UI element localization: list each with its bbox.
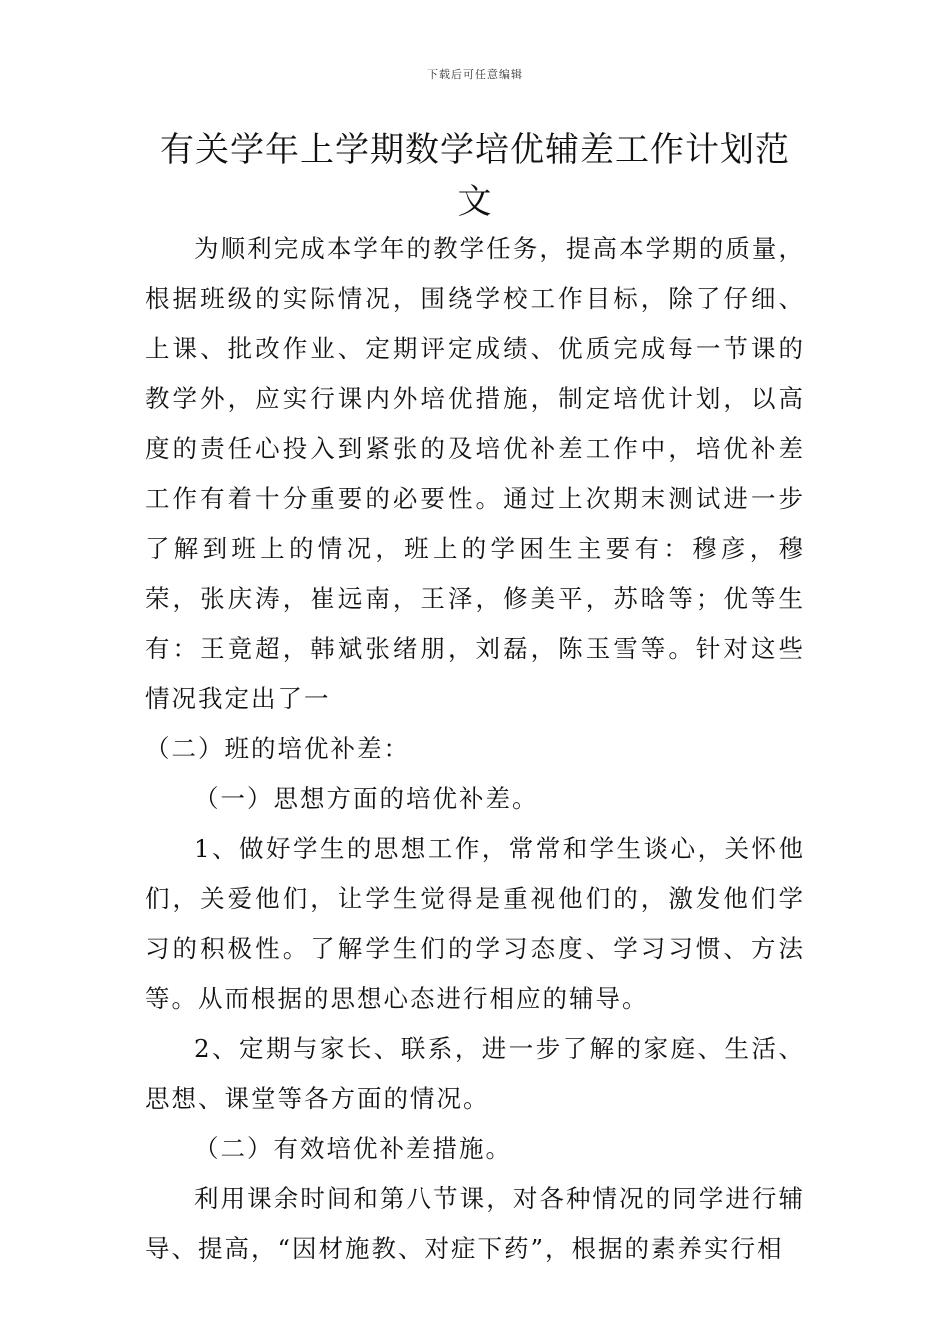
paragraph-measures: 利用课余时间和第八节课，对各种情况的同学进行辅导、提高，“因材施教、对症下药”，根据的素养实行相 [145, 1184, 805, 1263]
document-title: 有关学年上学期数学培优辅差工作计划范文 [160, 130, 790, 222]
header-note: 下载后可任意编辑 [427, 68, 523, 81]
section-heading-thought: （一）思想方面的培优补差。 [194, 784, 539, 813]
paragraph-item-2: 2、定期与家长、联系，进一步了解的家庭、生活、思想、课堂等各方面的情况。 [145, 1034, 805, 1113]
section-heading-measures: （二）有效培优补差措施。 [194, 1134, 512, 1163]
paragraph-item-1: 1、做好学生的思想工作，常常和学生谈心，关怀他们，关爱他们，让学生觉得是重视他们的，激发他们学习的积极性。了解学生们的学习态度、学习习惯、方法等。从而根据的思想心态进行相应的辅导。 [145, 834, 805, 1013]
document-body [145, 224, 805, 1274]
paragraph-intro: 为顺利完成本学年的教学任务，提高本学期的质量，根据班级的实际情况，围绕学校工作目标，除了仔细、上课、批改作业、定期评定成绩、优质完成每一节课的教学外，应实行课内外培优措施，制定培优计划，以高度的责任心投入到紧张的及培优补差工作中，培优补差工作有着十分重要的必要性。通过上次期末测试进一步了解到班上的情况，班上的学困生主要有：穆彦，穆荣，张庆涛，崔远南，王泽，修美平，苏晗等；优等生有：王竟超，韩斌张绪朋，刘磊，陈玉雪等。针对这些情况我定出了一 [145, 234, 805, 713]
paragraph-class-heading: （二）班的培优补差： [145, 734, 410, 763]
